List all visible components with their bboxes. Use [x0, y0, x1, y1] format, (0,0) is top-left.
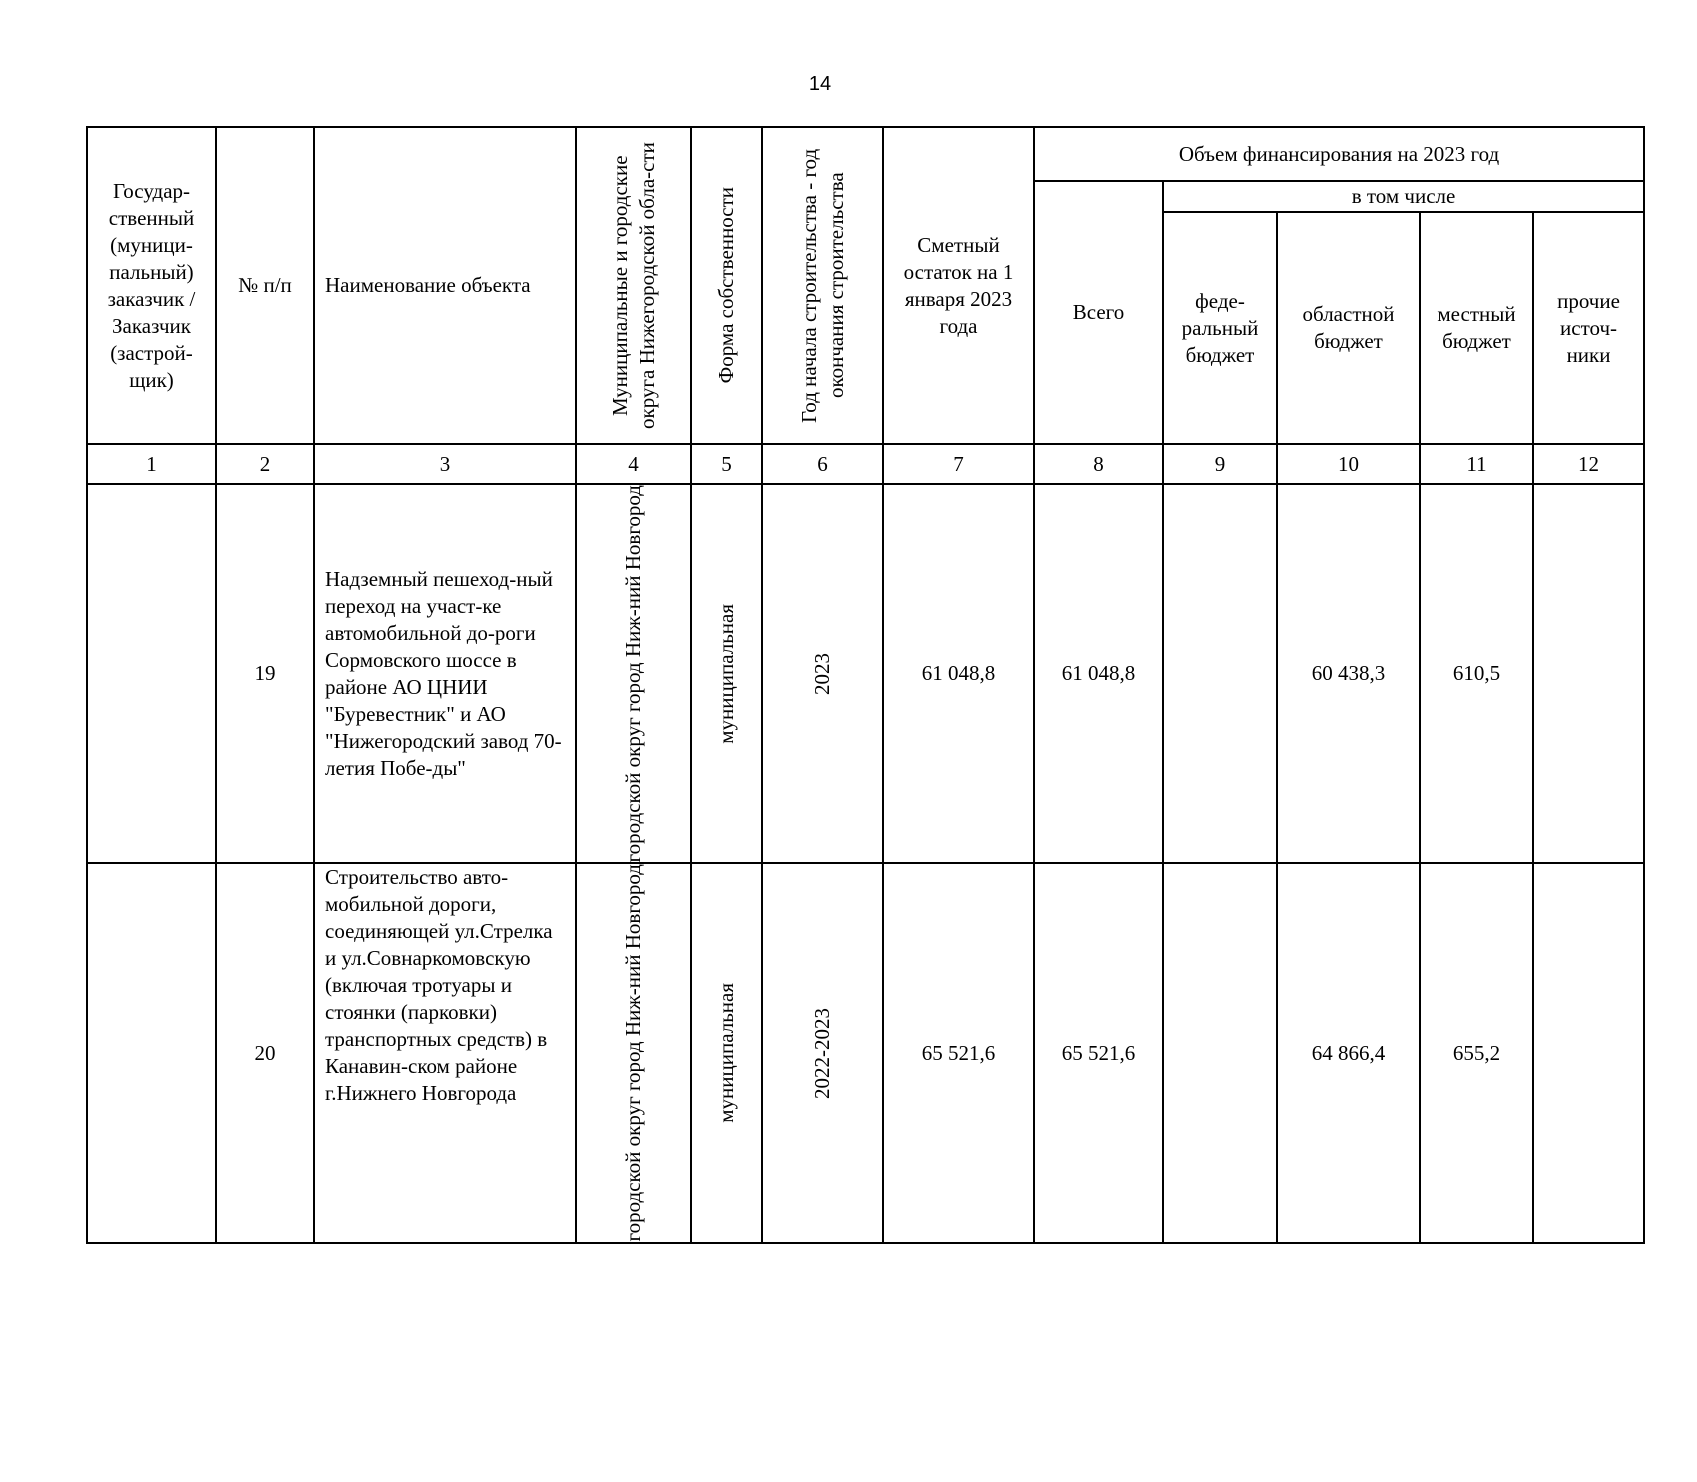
header-estimate: Сметный остаток на 1 января 2023 года [883, 127, 1034, 444]
years-text: 2023 [810, 652, 834, 695]
federal-cell [1163, 484, 1277, 863]
header-including-group: в том числе [1163, 181, 1644, 212]
header-total: Всего [1034, 181, 1163, 444]
district-cell [576, 484, 691, 863]
district-text: городской округ город Ниж-ний Новгород [621, 485, 645, 863]
years-text: 2022-2023 [810, 1007, 834, 1099]
page-number: 14 [808, 73, 832, 95]
header-financing-group: Объем финансирования на 2023 год [1034, 127, 1644, 181]
local-cell: 655,2 [1420, 863, 1533, 1242]
district-cell [576, 863, 691, 1242]
column-number: 8 [1034, 444, 1163, 484]
other-cell [1533, 484, 1644, 863]
financing-table [86, 126, 1645, 1244]
column-number: 9 [1163, 444, 1277, 484]
years-cell [762, 484, 883, 863]
ownership-text: муниципальная [714, 983, 738, 1124]
header-years-text: Год начала строительства - год окончания строительства [796, 148, 848, 423]
header-ownership-text: Форма собственности [714, 187, 738, 384]
header-years [762, 127, 883, 444]
ownership-cell [691, 863, 762, 1242]
column-number: 1 [87, 444, 216, 484]
regional-cell: 60 438,3 [1277, 484, 1420, 863]
column-number: 11 [1420, 444, 1533, 484]
years-cell [762, 863, 883, 1242]
column-number: 12 [1533, 444, 1644, 484]
column-number: 3 [314, 444, 576, 484]
header-customer: Государ-ственный (муници-пальный) заказчик / Заказчик (застрой-щик) [87, 127, 216, 444]
column-number: 2 [216, 444, 314, 484]
row-number-cell: 20 [216, 863, 314, 1242]
header-district [576, 127, 691, 444]
column-number: 5 [691, 444, 762, 484]
header-regional: областной бюджет [1277, 212, 1420, 444]
customer-cell [87, 863, 216, 1242]
header-other: прочие источ-ники [1533, 212, 1644, 444]
header-local: местный бюджет [1420, 212, 1533, 444]
estimate-cell: 65 521,6 [883, 863, 1034, 1242]
column-number: 10 [1277, 444, 1420, 484]
table-row [87, 863, 1644, 1242]
object-name-cell: Надземный пешеход-ный переход на участ-ке автомобильной до-роги Сормовского шоссе в районе АО ЦНИИ "Буревестник" и АО "Нижегородский завод 70-летия Побе-ды" [314, 484, 576, 863]
customer-cell [87, 484, 216, 863]
table-row [87, 484, 1644, 863]
column-number: 6 [762, 444, 883, 484]
column-number: 7 [883, 444, 1034, 484]
ownership-text: муниципальная [714, 603, 738, 744]
row-number-cell: 19 [216, 484, 314, 863]
regional-cell: 64 866,4 [1277, 863, 1420, 1242]
ownership-cell [691, 484, 762, 863]
header-number: № п/п [216, 127, 314, 444]
district-text: городской округ город Ниж-ний Новгород [621, 864, 645, 1242]
other-cell [1533, 863, 1644, 1242]
object-name-cell: Строительство авто-мобильной дороги, соединяющей ул.Стрелка и ул.Совнаркомовскую (включая тротуары и стоянки (парковки) транспортных средств) в Канавин-ском районе г.Нижнего Новгорода [314, 863, 576, 1242]
header-district-text: Муниципальные и городские округа Нижегородской обла-сти [607, 142, 659, 429]
total-cell: 65 521,6 [1034, 863, 1163, 1242]
federal-cell [1163, 863, 1277, 1242]
header-object-name: Наименование объекта [314, 127, 576, 444]
header-row [87, 127, 1644, 181]
column-number: 4 [576, 444, 691, 484]
header-ownership [691, 127, 762, 444]
column-number-row [87, 444, 1644, 484]
total-cell: 61 048,8 [1034, 484, 1163, 863]
header-federal: феде-ральный бюджет [1163, 212, 1277, 444]
estimate-cell: 61 048,8 [883, 484, 1034, 863]
local-cell: 610,5 [1420, 484, 1533, 863]
